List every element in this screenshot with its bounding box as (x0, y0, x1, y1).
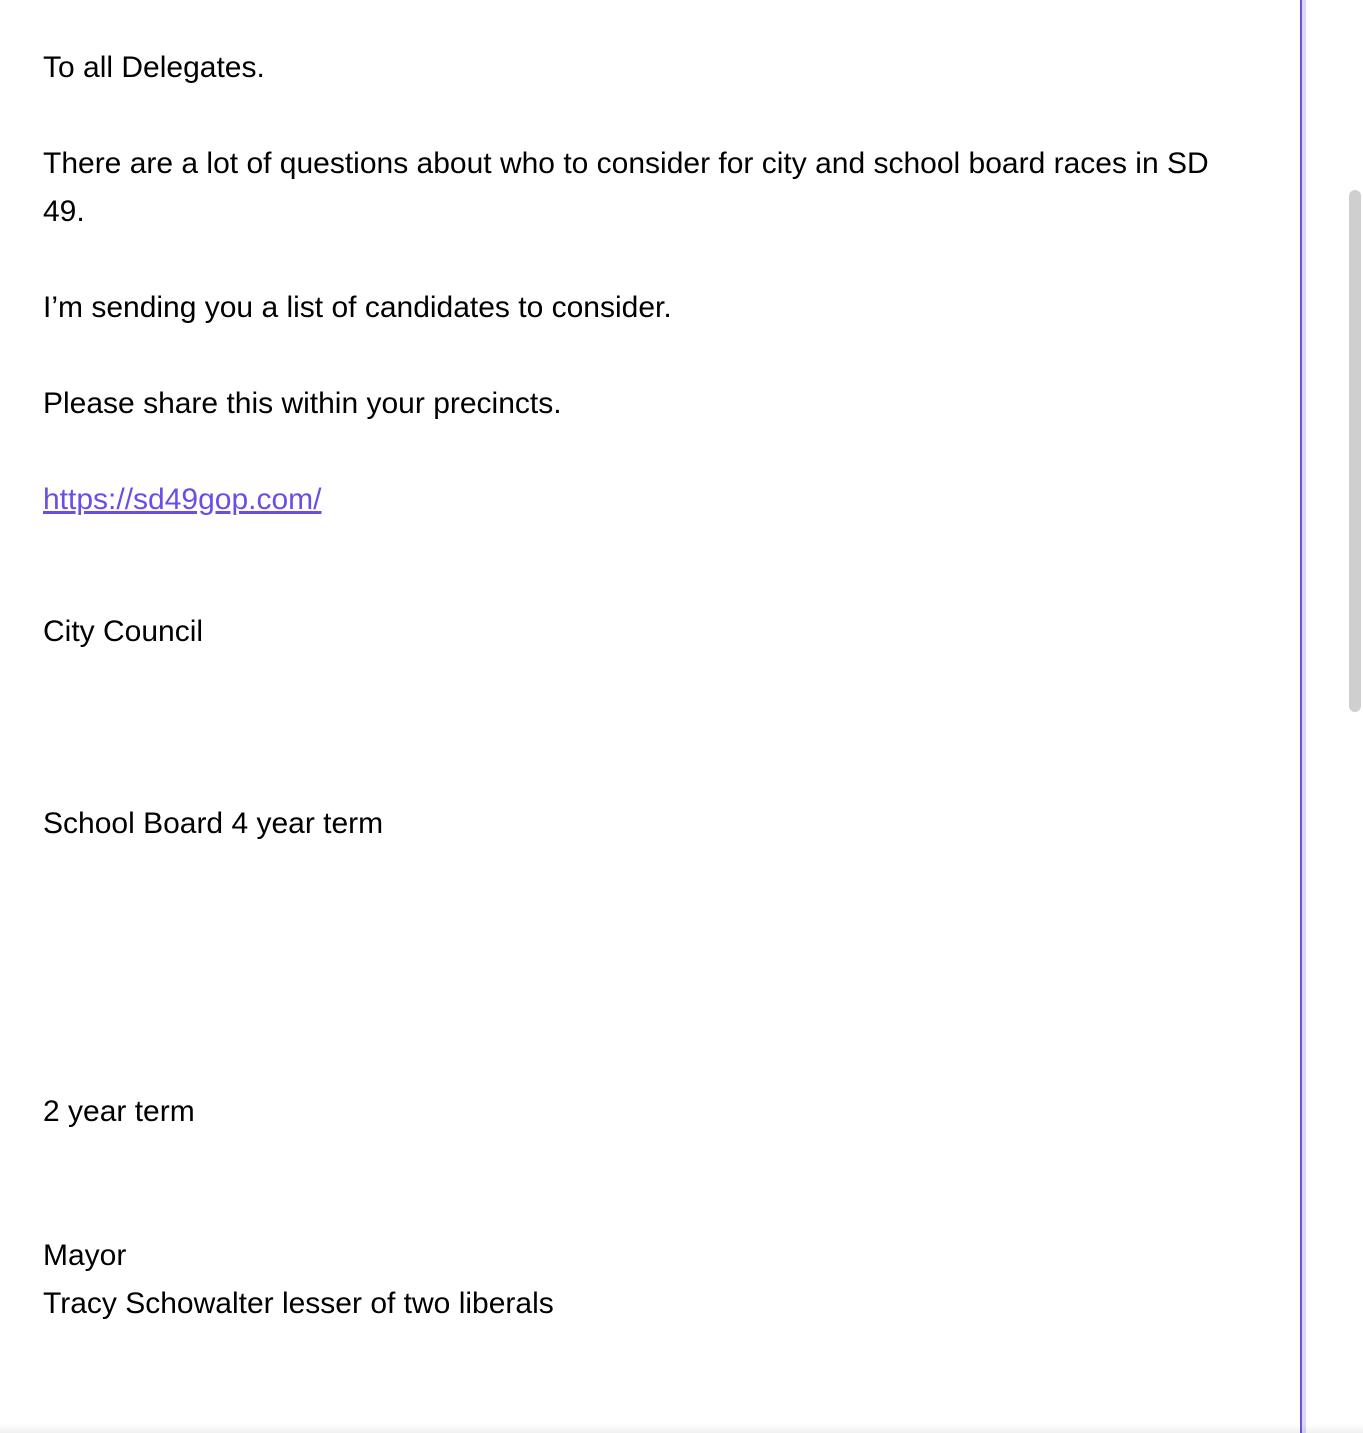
intro-paragraph: There are a lot of questions about who to consider for city and school board races in SD 49. (43, 147, 1209, 228)
mayor-candidate-note: Tracy Schowalter lesser of two liberals (43, 1287, 554, 1320)
candidates-paragraph: I’m sending you a list of candidates to consider. (43, 291, 672, 324)
scrollbar-thumb[interactable] (1349, 190, 1361, 712)
city-council-heading: City Council (43, 615, 204, 648)
greeting-text: To all Delegates. (43, 51, 265, 84)
bottom-edge-shadow (0, 1424, 1363, 1433)
mayor-heading: Mayor (43, 1239, 127, 1272)
website-link[interactable]: https://sd49gop.com/ (43, 483, 322, 516)
share-paragraph: Please share this within your precincts. (43, 387, 562, 420)
school-board-heading: School Board 4 year term (43, 807, 384, 840)
two-year-term-heading: 2 year term (43, 1095, 195, 1128)
